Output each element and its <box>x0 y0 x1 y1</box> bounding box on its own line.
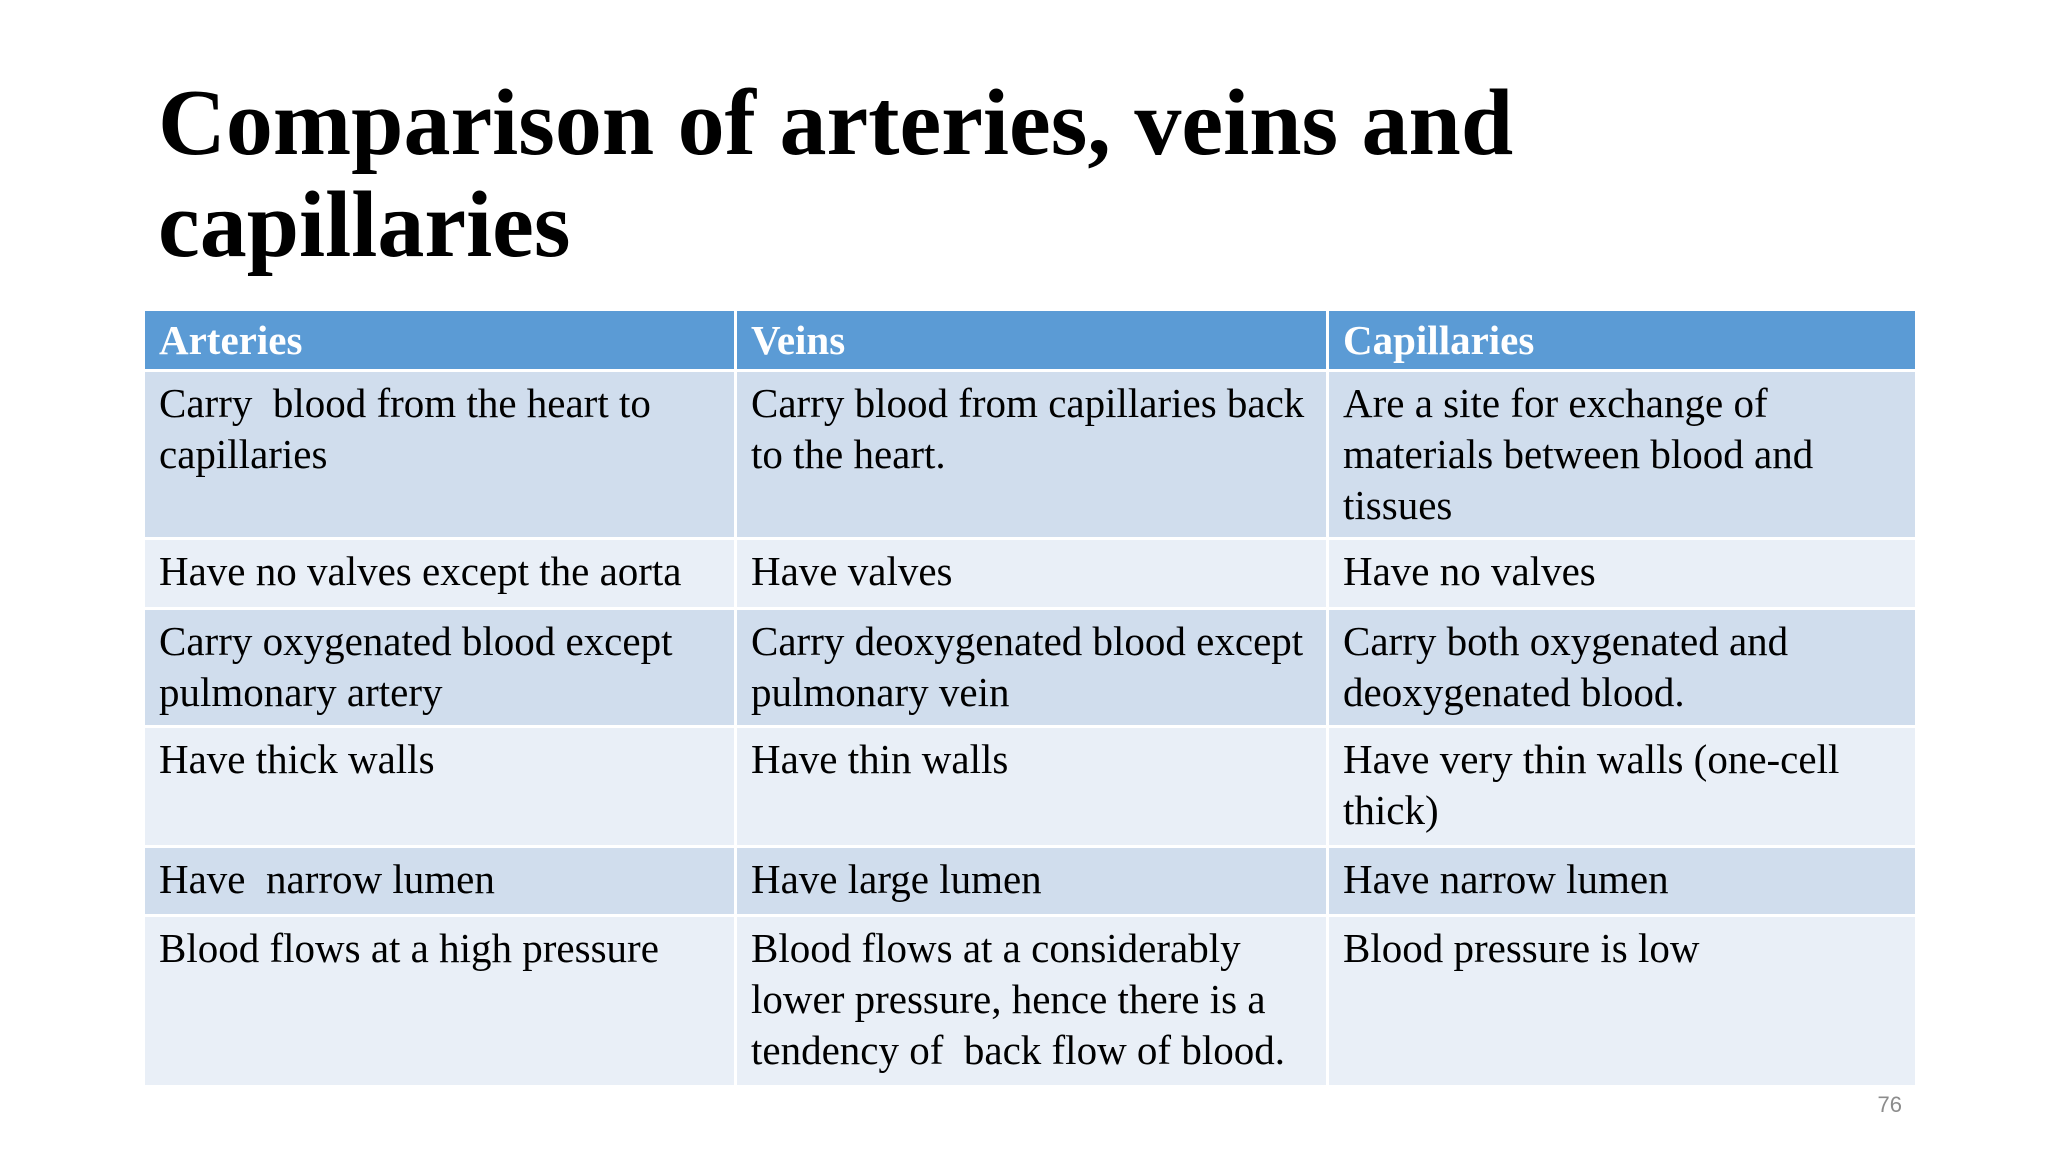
cell-veins: Have valves <box>736 539 1328 609</box>
cell-capillaries: Have no valves <box>1328 539 1917 609</box>
cell-arteries: Have thick walls <box>144 727 736 847</box>
cell-veins: Have thin walls <box>736 727 1328 847</box>
table-header-row <box>144 310 1917 371</box>
cell-arteries: Blood flows at a high pressure <box>144 916 736 1087</box>
header-veins: Veins <box>736 310 1328 371</box>
cell-capillaries: Are a site for exchange of materials between blood and tissues <box>1328 371 1917 539</box>
slide-title: Comparison of arteries, veins and capillaries <box>158 71 1514 277</box>
cell-capillaries: Have narrow lumen <box>1328 847 1917 916</box>
table-row <box>144 371 1917 539</box>
cell-veins: Carry blood from capillaries back to the heart. <box>736 371 1328 539</box>
table-row <box>144 609 1917 727</box>
cell-capillaries: Blood pressure is low <box>1328 916 1917 1087</box>
table-row <box>144 727 1917 847</box>
comparison-table <box>142 308 1918 1088</box>
cell-capillaries: Carry both oxygenated and deoxygenated blood. <box>1328 609 1917 727</box>
cell-arteries: Carry blood from the heart to capillaries <box>144 371 736 539</box>
table-row <box>144 847 1917 916</box>
cell-veins: Carry deoxygenated blood except pulmonary vein <box>736 609 1328 727</box>
cell-arteries: Have no valves except the aorta <box>144 539 736 609</box>
header-capillaries: Capillaries <box>1328 310 1917 371</box>
cell-arteries: Carry oxygenated blood except pulmonary artery <box>144 609 736 727</box>
table-row <box>144 916 1917 1087</box>
table-row <box>144 539 1917 609</box>
cell-veins: Blood flows at a considerably lower pressure, hence there is a tendency of back flow of blood. <box>736 916 1328 1087</box>
cell-veins: Have large lumen <box>736 847 1328 916</box>
cell-capillaries: Have very thin walls (one-cell thick) <box>1328 727 1917 847</box>
cell-arteries: Have narrow lumen <box>144 847 736 916</box>
page-number: 76 <box>1877 1092 1902 1117</box>
header-arteries: Arteries <box>144 310 736 371</box>
